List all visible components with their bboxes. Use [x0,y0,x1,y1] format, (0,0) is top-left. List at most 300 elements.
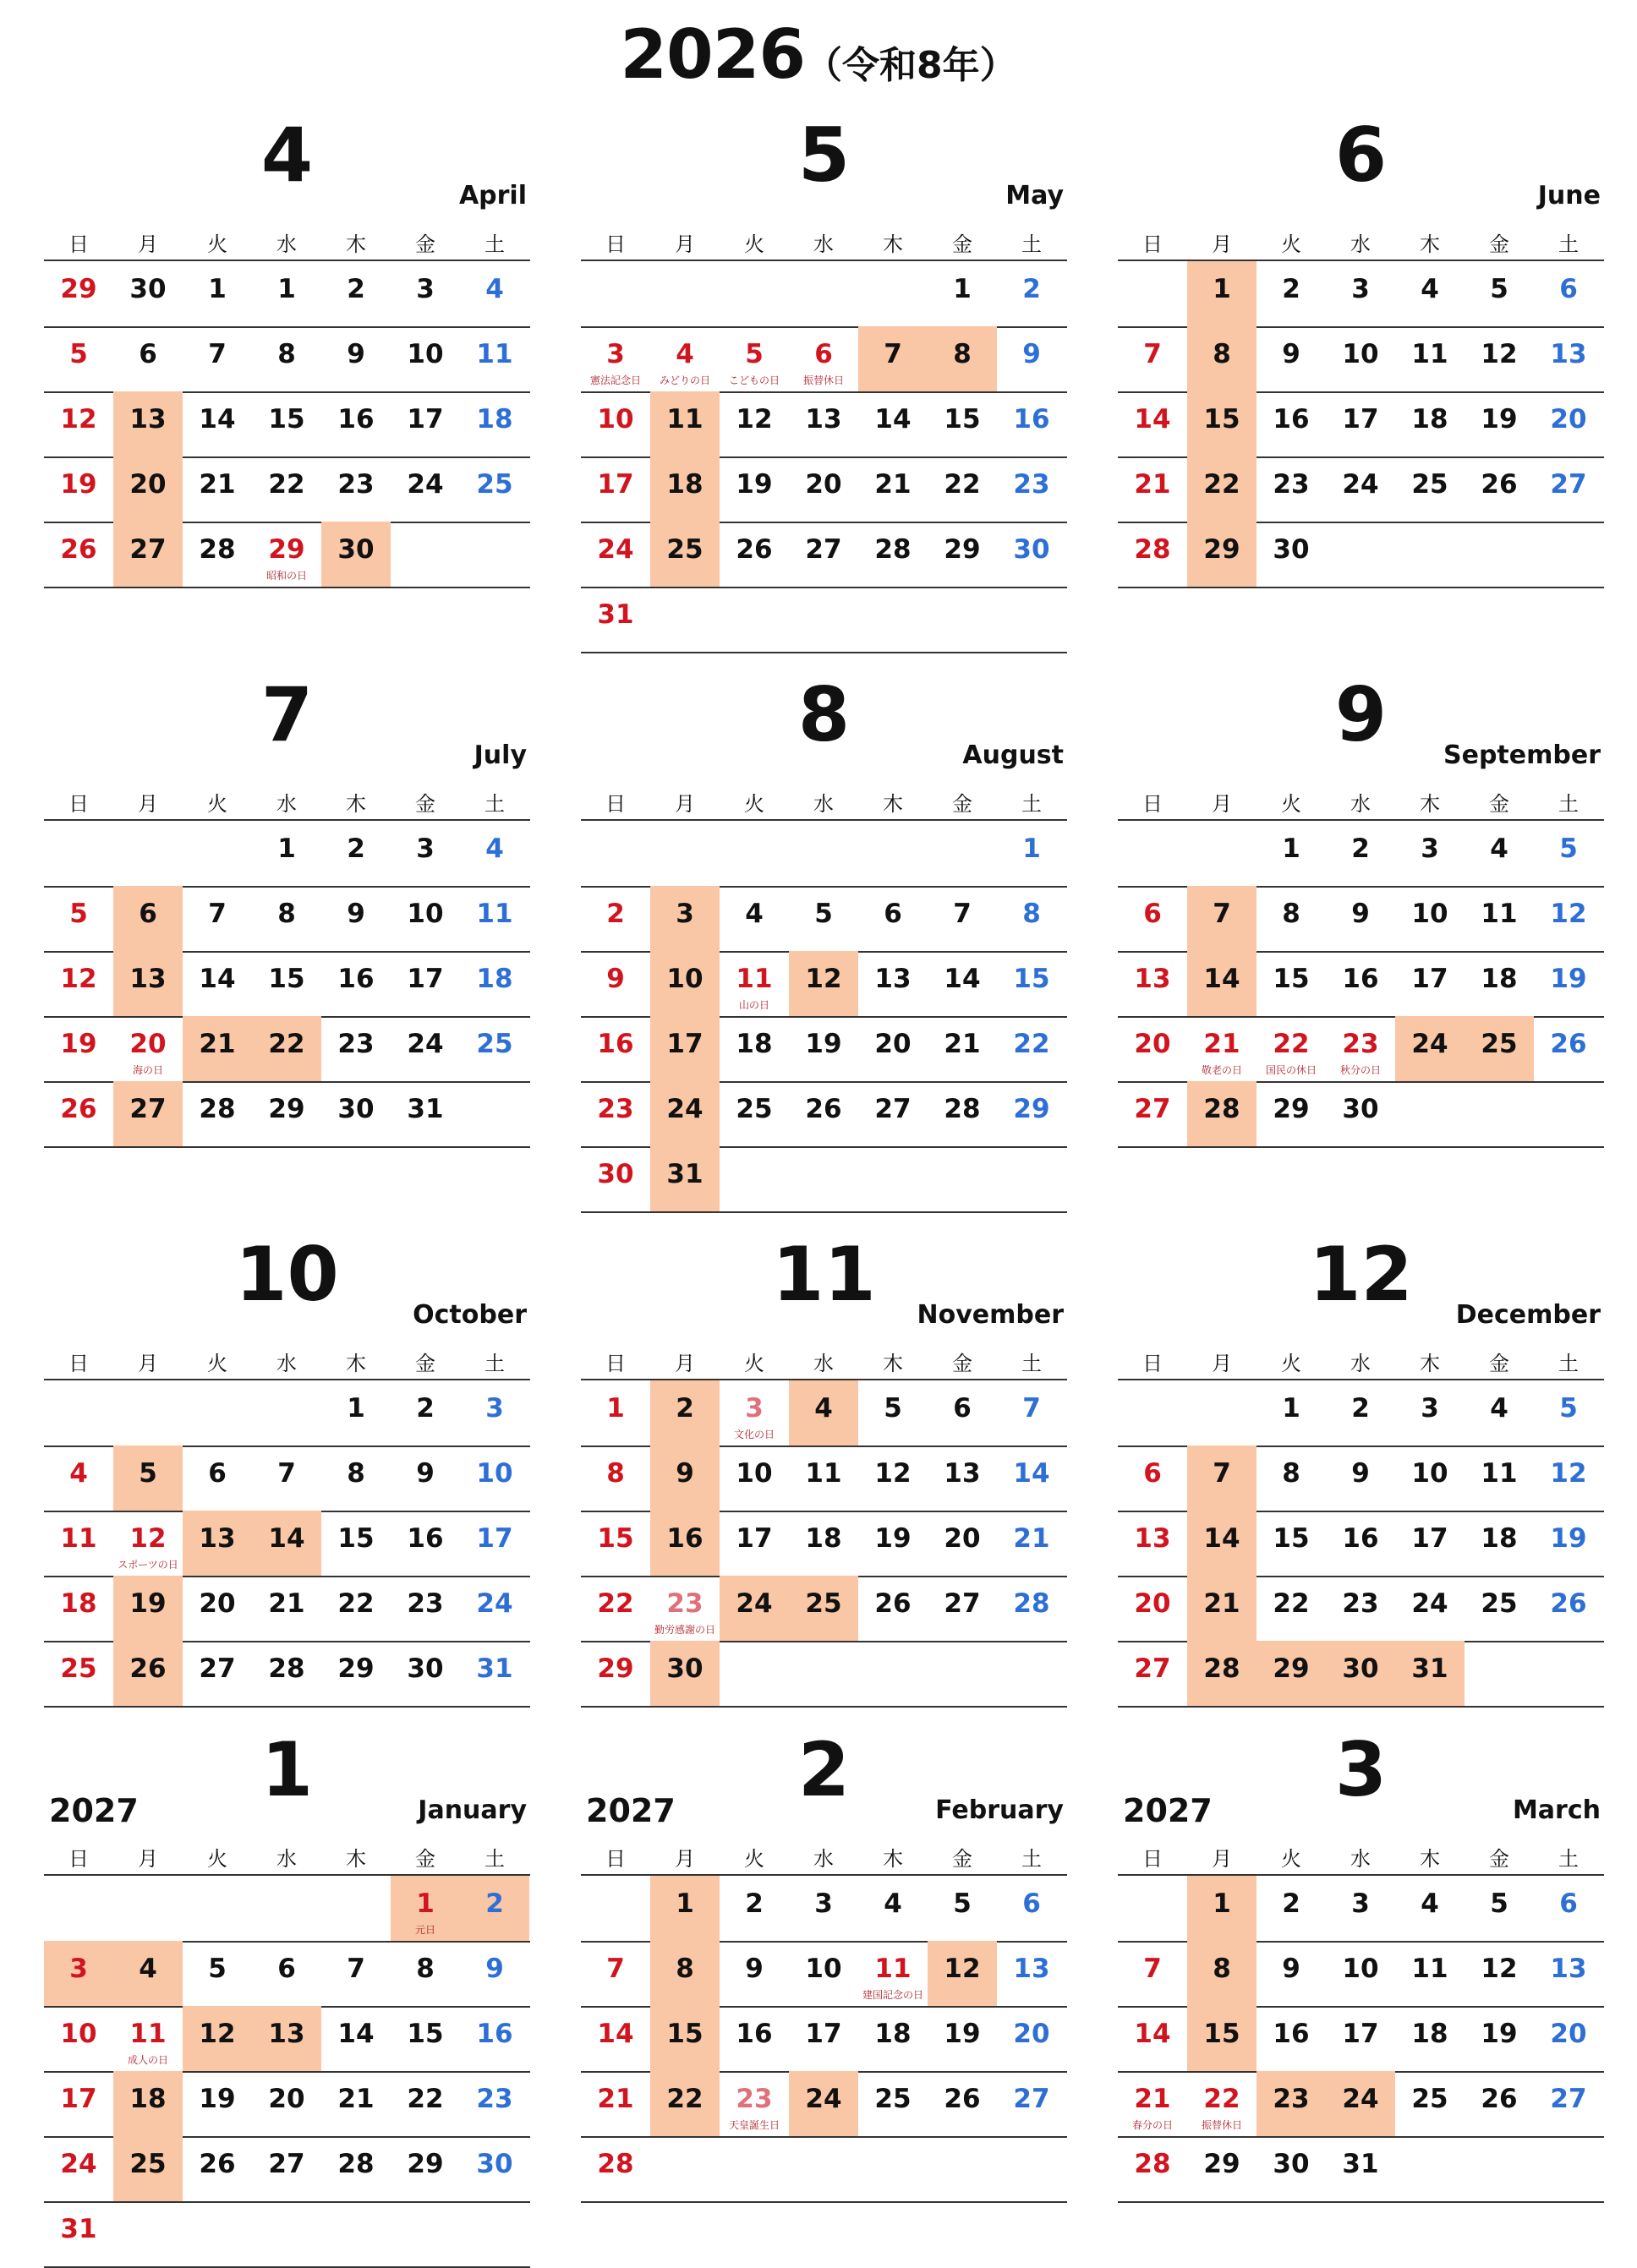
day-number: 14 [199,964,236,994]
day-cell [858,1380,928,1446]
day-cell [581,1380,650,1446]
day-cell [720,456,789,522]
day-cell [720,1941,789,2006]
day-cell [1326,261,1395,326]
week-row [1118,522,1604,588]
weekday-label: 月 [675,792,695,816]
weekday-label: 月 [1212,232,1232,256]
day-number: 22 [597,1588,634,1619]
day-number: 5 [953,1888,972,1919]
day-number: 25 [476,469,513,500]
weekday-label: 火 [744,1352,764,1375]
week-row [44,951,530,1018]
day-cell [1256,1941,1326,2006]
day-cell [113,1511,183,1576]
day-number: 3 [606,339,625,369]
day-cell [858,951,928,1016]
day-cell [858,1446,928,1511]
day-number: 15 [268,404,305,434]
day-number: 21 [1203,1029,1240,1059]
day-cell [1465,1576,1534,1641]
day-number: 30 [129,274,167,304]
day-number: 24 [805,2084,842,2114]
day-cell-highlighted [650,1081,720,1146]
week-row [44,522,530,588]
day-cell [321,456,391,522]
day-number: 10 [805,1954,842,1984]
weekday-label: 月 [138,1352,158,1375]
week-row [1118,951,1604,1018]
day-cell [391,1081,460,1146]
day-cell [1326,951,1395,1016]
day-cell [1395,326,1465,391]
day-number: 14 [268,1523,305,1554]
day-number: 27 [129,534,167,565]
day-number: 13 [944,1458,981,1489]
day-number: 8 [676,1954,694,1984]
day-number: 8 [277,339,296,369]
day-cell-highlighted [1256,2071,1326,2136]
day-number: 24 [407,1029,444,1059]
day-number: 16 [1342,1523,1379,1554]
day-cell-highlighted [720,1576,789,1641]
day-number: 26 [736,534,773,565]
day-cell [252,326,321,391]
month-name: November [917,1300,1064,1330]
day-cell [789,1446,858,1511]
holiday-name: 山の日 [738,999,769,1011]
day-number: 18 [805,1523,842,1554]
day-cell [720,2006,789,2071]
day-number: 16 [337,404,375,434]
day-cell [997,391,1066,456]
day-number: 29 [268,1094,305,1124]
day-cell [789,1081,858,1146]
day-cell [1395,2071,1465,2136]
day-cell [1118,1641,1187,1706]
week-row [1118,2071,1604,2138]
day-number: 15 [1013,964,1050,994]
weekday-label: 金 [1489,1352,1509,1375]
weekday-label: 金 [952,1847,972,1871]
month-number: 9 [1334,671,1388,758]
day-number: 15 [1273,1523,1310,1554]
week-row [581,456,1067,523]
day-number: 10 [1411,899,1448,929]
weekday-label: 水 [1350,792,1371,816]
weekday-header [44,222,530,261]
day-number: 20 [874,1029,912,1059]
holiday-name: 元日 [414,1924,435,1936]
day-cell [1395,1380,1465,1446]
day-number: 6 [208,1458,227,1489]
week-row [44,1380,530,1447]
holiday-name: 国民の休日 [1265,1064,1317,1076]
week-row [581,1081,1067,1148]
day-number: 2 [1351,833,1370,864]
day-number: 12 [60,404,97,434]
day-number: 16 [1273,2019,1310,2049]
week-row [1118,1016,1604,1083]
day-cell-highlighted [113,1641,183,1706]
day-number: 21 [944,1029,981,1059]
day-cell-highlighted [1187,1081,1256,1146]
day-number: 13 [199,1523,236,1554]
week-row [44,1446,530,1512]
day-number: 20 [129,1029,167,1059]
day-cell-highlighted [252,1016,321,1081]
day-number: 4 [814,1393,833,1424]
day-cell [252,1941,321,2006]
day-number: 9 [1282,1954,1300,1984]
weekday-label: 土 [1021,232,1042,256]
day-cell [44,2071,113,2136]
day-number: 21 [199,469,236,500]
weekday-label: 水 [813,1352,834,1375]
day-cell [183,1941,252,2006]
day-cell [113,261,183,326]
day-number: 25 [1411,2084,1448,2114]
day-number: 4 [1490,833,1508,864]
week-row [1118,821,1604,888]
day-cell [44,391,113,456]
day-number: 13 [1550,1954,1587,1984]
day-number: 26 [944,2084,981,2114]
day-number: 11 [666,404,704,434]
day-number: 17 [60,2084,97,2114]
week-row [581,2071,1067,2138]
day-cell [581,391,650,456]
day-number: 12 [944,1954,981,1984]
day-number: 3 [69,1954,88,1984]
day-number: 16 [1013,404,1050,434]
day-cell [997,1446,1066,1511]
title-year: 2026 [620,15,806,94]
day-cell [391,456,460,522]
weekday-label: 土 [1021,792,1042,816]
day-number: 28 [944,1094,981,1124]
day-cell [113,1016,183,1081]
holiday-name: 昭和の日 [266,570,307,582]
day-number: 9 [1282,339,1300,369]
day-number: 7 [1213,899,1231,929]
day-number: 18 [1411,2019,1448,2049]
holiday-name: 秋分の日 [1339,1064,1381,1076]
day-cell [581,2071,650,2136]
day-number: 7 [347,1954,365,1984]
day-number: 27 [944,1588,981,1619]
day-cell [789,1016,858,1081]
day-cell [1465,391,1534,456]
day-number: 28 [1134,2149,1171,2179]
day-number: 17 [407,964,444,994]
day-number: 19 [1550,964,1587,994]
day-cell [460,1380,529,1446]
day-cell [1395,261,1465,326]
day-cell [1534,2006,1603,2071]
weekday-header [1118,782,1604,821]
day-number: 1 [1282,833,1300,864]
day-cell [1534,1511,1603,1576]
day-cell [321,261,391,326]
day-cell-highlighted [252,2006,321,2071]
week-row [44,1941,530,2008]
day-cell [44,886,113,951]
month-number: 6 [1334,112,1388,199]
day-number: 15 [944,404,981,434]
weekday-label: 金 [415,1352,435,1375]
weekday-label: 金 [1489,792,1509,816]
week-row [44,1641,530,1708]
day-cell [997,1576,1066,1641]
weekday-label: 月 [1212,792,1232,816]
day-cell [858,1876,928,1941]
day-number: 12 [1550,899,1587,929]
day-cell [1118,1941,1187,2006]
month-number: 2 [797,1726,851,1813]
day-cell [460,456,529,522]
day-cell [1326,326,1395,391]
day-cell [1326,456,1395,522]
day-cell [928,261,997,326]
day-number: 30 [666,1653,704,1684]
day-number: 27 [1134,1653,1171,1684]
day-number: 11 [1411,339,1448,369]
day-number: 3 [416,833,435,864]
day-cell [1465,261,1534,326]
day-number: 24 [666,1094,704,1124]
day-cell-highlighted [113,456,183,522]
day-number: 24 [476,1588,513,1619]
week-row [581,886,1067,953]
day-cell [460,391,529,456]
day-cell [460,1446,529,1511]
day-cell [1256,951,1326,1016]
day-number: 5 [1490,274,1508,304]
weekday-label: 日 [1142,232,1163,256]
day-cell [44,1576,113,1641]
day-number: 10 [666,964,704,994]
day-cell [1118,456,1187,522]
day-cell [44,2136,113,2201]
day-cell [650,1576,720,1641]
week-row [44,326,530,393]
weekday-label: 金 [415,1847,435,1871]
day-number: 3 [485,1393,504,1424]
weekday-label: 土 [1558,1352,1579,1375]
day-number: 25 [805,1588,842,1619]
day-number: 8 [1282,899,1300,929]
day-number: 18 [1481,1523,1518,1554]
day-cell [1118,951,1187,1016]
weekday-label: 火 [207,792,227,816]
day-cell [581,2136,650,2201]
day-number: 25 [1481,1029,1518,1059]
day-number: 28 [268,1653,305,1684]
day-number: 12 [129,1523,167,1554]
day-number: 30 [1273,2149,1310,2179]
weekday-label: 土 [485,232,505,256]
day-number: 28 [1203,1653,1240,1684]
day-cell-highlighted [252,1511,321,1576]
day-cell [252,2136,321,2201]
week-row [1118,2006,1604,2073]
day-number: 19 [736,469,773,500]
day-number: 24 [597,534,634,565]
day-number: 27 [1013,2084,1050,2114]
day-number: 22 [666,2084,704,2114]
day-number: 20 [944,1523,981,1554]
day-number: 8 [953,339,972,369]
day-cell [1256,1380,1326,1446]
day-cell-highlighted [789,2071,858,2136]
day-cell [928,391,997,456]
weekday-label: 木 [346,232,366,256]
day-cell [997,821,1066,886]
day-number: 7 [277,1458,296,1489]
day-number: 4 [1421,1888,1439,1919]
week-row [581,1380,1067,1447]
day-cell-highlighted [1326,1641,1395,1706]
day-cell [1395,821,1465,886]
weekday-label: 木 [346,792,366,816]
day-cell [858,1016,928,1081]
day-number: 1 [1213,1888,1231,1919]
day-number: 23 [337,1029,375,1059]
day-cell [1395,1446,1465,1511]
day-cell-highlighted [1187,886,1256,951]
day-cell [720,886,789,951]
day-cell [44,1641,113,1706]
day-number: 11 [476,339,513,369]
day-cell [1256,1576,1326,1641]
day-cell [997,1876,1066,1941]
day-cell-highlighted [650,886,720,951]
day-cell [1187,2136,1256,2201]
day-cell [460,821,529,886]
week-row [1118,1576,1604,1642]
day-number: 9 [1022,339,1041,369]
day-number: 24 [736,1588,773,1619]
weekday-label: 土 [1558,1847,1579,1871]
day-cell [183,886,252,951]
day-cell [183,1641,252,1706]
day-number: 8 [347,1458,365,1489]
day-cell [1465,1941,1534,2006]
day-number: 13 [129,964,167,994]
day-cell-highlighted [183,2006,252,2071]
day-number: 19 [874,1523,912,1554]
day-number: 15 [1203,2019,1240,2049]
weekday-label: 土 [1021,1847,1042,1871]
day-cell-highlighted [113,1081,183,1146]
day-number: 9 [347,339,365,369]
day-cell [1256,886,1326,951]
day-number: 21 [1013,1523,1050,1554]
holiday-name: みどりの日 [659,374,710,386]
day-number: 10 [407,339,444,369]
weekday-label: 金 [1489,232,1509,256]
day-cell-highlighted [183,1016,252,1081]
day-cell [581,1511,650,1576]
weekday-label: 火 [1281,792,1301,816]
day-cell [858,456,928,522]
day-number: 17 [476,1523,513,1554]
day-number: 13 [129,404,167,434]
day-number: 16 [407,1523,444,1554]
weekday-label: 木 [346,1847,366,1871]
day-cell [252,2071,321,2136]
month-number: 11 [772,1231,876,1318]
day-cell-highlighted [650,391,720,456]
day-number: 13 [1134,1523,1171,1554]
week-row [44,1876,530,1943]
day-number: 1 [1022,833,1041,864]
day-number: 7 [1213,1458,1231,1489]
day-number: 11 [129,2019,167,2049]
weekday-label: 日 [1142,1352,1163,1375]
weekday-label: 水 [813,792,834,816]
weekday-label: 月 [675,1847,695,1871]
day-cell-highlighted [1187,1876,1256,1941]
day-number: 17 [736,1523,773,1554]
day-number: 19 [944,2019,981,2049]
day-number: 22 [1013,1029,1050,1059]
day-cell [252,821,321,886]
week-row [1118,1446,1604,1512]
day-number: 5 [1559,833,1578,864]
day-cell [321,821,391,886]
day-number: 13 [1134,964,1171,994]
day-cell [1118,2006,1187,2071]
day-number: 9 [1351,1458,1370,1489]
week-row [1118,261,1604,328]
day-cell-highlighted [1326,2071,1395,2136]
day-number: 26 [60,534,97,565]
day-cell [460,2136,529,2201]
day-cell-highlighted [650,1146,720,1211]
day-cell [391,2006,460,2071]
day-cell [460,1576,529,1641]
day-number: 18 [476,964,513,994]
day-number: 12 [736,404,773,434]
day-number: 9 [676,1458,694,1489]
day-number: 18 [874,2019,912,2049]
day-cell [1534,2071,1603,2136]
week-row [44,2071,530,2138]
week-row [1118,886,1604,953]
week-row [44,2006,530,2073]
day-number: 24 [1411,1029,1448,1059]
day-cell [252,1641,321,1706]
day-number: 2 [745,1888,764,1919]
day-number: 24 [60,2149,97,2179]
day-cell [1118,1081,1187,1146]
day-cell [460,326,529,391]
day-cell [460,1016,529,1081]
month-year-label: 2027 [1123,1792,1213,1829]
day-cell [997,1081,1066,1146]
day-cell [252,1576,321,1641]
day-number: 20 [805,469,842,500]
day-number: 7 [606,1954,625,1984]
day-number: 23 [1273,469,1310,500]
day-number: 27 [874,1094,912,1124]
day-cell [1256,522,1326,587]
day-cell [1534,391,1603,456]
day-number: 12 [199,2019,236,2049]
week-row [581,1146,1067,1213]
